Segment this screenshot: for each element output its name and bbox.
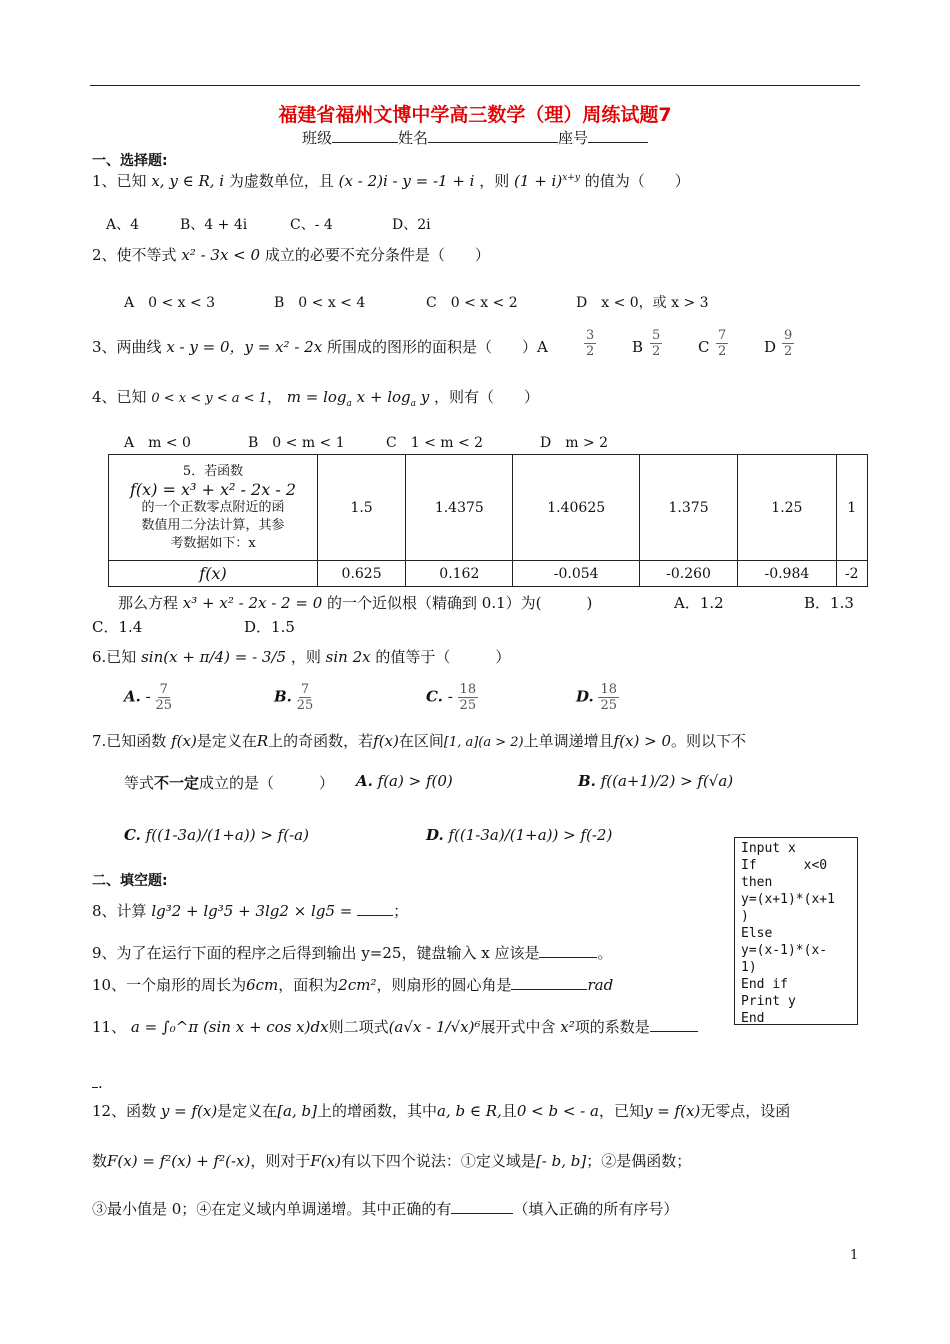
q3-d-num: 9 [784,328,793,343]
q12-line-2 [92,1150,691,1171]
q7-a-label: A. [356,772,373,790]
q3-text-c: 所围成的图形的面积是（ ）A [326,338,548,356]
q6-math-b: sin(x + π/4) = - 3/5 [141,648,287,666]
q4-option-d[interactable]: D m > 2 [540,435,609,451]
q1-text-a: 1、已知 [92,172,147,190]
student-info-line [0,127,950,148]
q3-option-d-label[interactable]: D [764,338,777,356]
q5-line-0: 5．若函数 [182,463,244,479]
q1-text-e: ，则 [479,172,510,190]
q7-text-i: 上单调递增且 [523,732,614,750]
q10-text-c: ，面积为 [278,976,339,994]
q10-math-f: rad [587,976,614,994]
table-cell: -0.260 [639,561,737,587]
q5-option-b[interactable]: B．1.3 [804,594,854,612]
question-2 [92,244,490,265]
q6-d-label: D. [576,687,594,706]
page-number: 1 [850,1248,859,1263]
q12-text-c: 是定义在 [217,1102,278,1120]
q1-option-d[interactable]: D、2i [392,217,431,233]
question-9 [92,942,612,963]
q7-d-math: f((1-3a)/(1+a)) > f(-2) [448,826,613,844]
q12-text-l2c: ，则对于 [250,1152,311,1170]
q11-text-h: . [98,1074,103,1092]
q6-option-a[interactable] [124,682,172,713]
q1-text-c: 为虚数单位，且 [228,172,334,190]
q7-math-j: f(x) > 0 [613,732,672,750]
q6-option-c[interactable] [426,682,478,713]
page-title: 福建省福州文博中学高三数学（理）周练试题7 [278,104,672,126]
q3-option-b-label[interactable]: B [632,338,644,356]
q3-a-den: 2 [586,344,595,359]
q11-answer-blank[interactable] [650,1031,698,1032]
q3-text-a: 3、两曲线 [92,338,162,356]
q12-text-l3a: ③最小值是 0；④在定义域内单调递增。其中正确的有 [92,1200,452,1218]
q11-text-c: 则二项式 [328,1018,389,1036]
q10-math-d: 2cm² [338,976,377,994]
q4-text-c: ， [266,388,282,406]
q5-text-c: 的一个近似根（精确到 0.1）为( ) [327,594,593,612]
q12-math-b: y = f(x) [160,1102,218,1120]
table-cell: -0.054 [513,561,639,587]
q4-text-g: ，则有（ ） [434,388,540,406]
q5-line-2: 的一个正数零点附近的函 [141,499,285,515]
q7-text-e: 上的奇函数，若 [268,732,374,750]
q7-text-a: 7.已知函数 [92,732,167,750]
q5-follow-up [118,592,592,613]
q8-text-a: 8、计算 [92,902,147,920]
table-cell-fx-label: f(x) [109,561,318,587]
q3-d-den: 2 [784,344,793,359]
q4-option-b[interactable]: B 0 < m < 1 [248,435,345,451]
q3-option-d[interactable] [782,328,794,359]
q6-c-sign: - [447,687,453,706]
q3-option-c[interactable] [716,328,728,359]
program-code-box: Input x If x<0 then y=(x+1)*(x+1 ) Else y=(x-1)*(x- 1) End if Print y End [734,837,858,1025]
table-cell-question-5 [109,455,318,561]
q6-d-den: 25 [600,698,618,713]
q6-c-label: C. [426,687,443,706]
q7-math-f: f(x) [373,732,399,750]
q10-answer-blank[interactable] [511,989,587,990]
q6-text-a: 6.已知 [92,648,137,666]
class-label: 班级 [301,129,332,147]
section-fill-heading: 二、填空题: [92,873,168,889]
q1-math-d: (x - 2)i - y = -1 + i [338,172,475,190]
question-3 [92,336,548,357]
q6-a-label: A. [124,687,141,706]
q5-line-1: f(x) = x³ + x² - 2x - 2 [130,479,296,499]
table-cell: 1.375 [639,455,737,561]
q6-a-num: 7 [159,682,168,697]
q7-c-math: f((1-3a)/(1+a)) > f(-a) [145,826,309,844]
q1-option-a[interactable]: A、4 [106,217,140,233]
q12-text-g: 且 [501,1102,517,1120]
question-7 [92,730,746,751]
bisection-data-table [108,454,868,587]
q7-d-label: D. [426,826,444,844]
q6-option-d[interactable] [576,682,619,713]
q7-text-g: 在区间 [398,732,444,750]
q1-text-g: 的值为（ ） [584,172,690,190]
q6-a-sign: - [145,687,151,706]
table-cell: 1.5 [318,455,406,561]
q8-answer-blank[interactable] [357,915,393,916]
q5-math-b: x³ + x² - 2x - 2 = 0 [182,594,323,612]
q8-math-b: lg³2 + lg³5 + 3lg2 × lg5 = [151,902,358,920]
q7-a-math: f(a) > f(0) [377,772,453,790]
q2-text-c: 成立的必要不充分条件是（ ） [264,246,490,264]
q7-text-l2b: 不一定 [154,774,200,792]
q4-option-a[interactable]: A m < 0 [124,435,191,451]
q12-text-i: ，已知 [598,1102,644,1120]
q3-option-c-label[interactable]: C [698,338,710,356]
q1-math-f-sup: x+y [562,173,580,183]
q7-option-b[interactable] [578,772,733,790]
q10-text-e: ，则扇形的圆心角是 [376,976,512,994]
q5-text-a: 那么方程 [118,594,179,612]
q11-math-b: a = ∫₀^π (sin x + cos x)dx [130,1018,329,1036]
q2-text-a: 2、使不等式 [92,246,177,264]
table-row-x [109,455,868,561]
question-10 [92,974,613,995]
seat-label: 座号 [558,129,589,147]
q7-option-c[interactable] [124,826,309,844]
table-row-fx [109,561,868,587]
q1-math-f: (1 + i) [514,172,563,190]
q6-c-den: 25 [459,698,477,713]
class-blank[interactable] [332,142,398,143]
q12-text-a: 12、函数 [92,1102,157,1120]
header-rule [90,85,860,86]
q3-b-num: 5 [652,328,661,343]
q4-math-e: x + log [351,388,411,406]
q7-text-l2a: 等式 [124,774,155,792]
q6-a-fraction [156,682,173,713]
section-choice-heading: 一、选择题: [92,153,168,169]
q7-math-h: [1, a](a > 2) [443,735,524,750]
q2-option-b[interactable]: B 0 < x < 4 [274,295,366,311]
q8-text-c: ； [393,902,409,920]
q3-option-a-fraction [584,328,596,359]
q12-text-l3b: （填入正确的所有序号） [513,1200,679,1218]
q6-math-d: sin 2x [325,648,371,666]
q4-option-c[interactable]: C 1 < m < 2 [386,435,484,451]
q1-option-b[interactable]: B、4 + 4i [180,217,248,233]
q7-option-d[interactable] [426,826,612,844]
q3-c-num: 7 [718,328,727,343]
q7-line-2 [124,772,334,793]
q6-c-fraction [458,682,479,713]
q12-math-f: a, b ∈ R, [437,1102,502,1120]
q12-text-e: 上的增函数，其中 [316,1102,437,1120]
table-cell: 1.25 [738,455,836,561]
q11-text-a: 11、 [92,1018,127,1036]
q12-math-h: 0 < b < - a [516,1102,599,1120]
q7-math-d: R [256,732,269,750]
table-cell: -2 [836,561,867,587]
q6-b-fraction [297,682,314,713]
q12-text-l2e: 有以下四个说法：①定义域是 [340,1152,536,1170]
q7-c-label: C. [124,826,141,844]
question-12 [92,1100,790,1121]
q2-math-b: x² - 3x < 0 [181,246,261,264]
q11-math-f: x² [560,1018,575,1036]
q6-option-b[interactable] [274,682,313,713]
q5-option-d[interactable]: D．1.5 [244,618,295,636]
q6-b-den: 25 [296,698,314,713]
question-4 [92,386,539,409]
q5-option-a[interactable]: A．1.2 [674,594,724,612]
q6-d-num: 18 [600,682,618,697]
q1-math-b: x, y ∈ R, i [151,172,225,190]
q3-c-den: 2 [718,344,727,359]
table-cell: 0.625 [318,561,406,587]
q9-text-a: 9、为了在运行下面的程序之后得到输出 y=25，键盘输入 x 应该是 [92,944,540,962]
table-cell: 0.162 [406,561,513,587]
q12-text-k: 无零点，设函 [700,1102,791,1120]
q12-answer-blank[interactable] [451,1213,513,1214]
q2-option-a[interactable]: A 0 < x < 3 [124,295,216,311]
table-cell: 1.40625 [513,455,639,561]
q6-a-den: 25 [155,698,173,713]
q12-line-3 [92,1198,678,1219]
table-cell: 1.4375 [406,455,513,561]
q3-a-num: 3 [586,328,595,343]
q9-text-c: 。 [597,944,613,962]
table-cell: 1 [836,455,867,561]
question-1 [92,170,690,191]
seat-blank[interactable] [588,142,648,143]
q6-c-num: 18 [459,682,477,697]
q9-answer-blank[interactable] [539,957,597,958]
q3-option-b[interactable] [650,328,662,359]
q12-math-l2d: F(x) [310,1152,341,1170]
q11-text-g: 项的系数是 [574,1018,650,1036]
q12-math-d: [a, b] [277,1102,317,1120]
q12-math-l2f: [- b, b] [535,1152,587,1170]
q4-math-d: m = log [286,388,347,406]
q6-b-label: B. [274,687,292,706]
q5-line-4: 考数据如下：x [170,535,256,551]
q7-b-math: f((a+1)/2) > f(√a) [600,772,734,790]
q11-text-e: 展开式中含 [480,1018,556,1036]
q3-math-b: x - y = 0，y = x² - 2x [166,338,323,356]
question-8 [92,900,408,921]
q12-text-l2a: 数 [92,1152,108,1170]
q2-option-c[interactable]: C 0 < x < 2 [426,295,518,311]
name-blank[interactable] [428,142,558,143]
q10-math-b: 6cm [246,976,279,994]
q4-math-e-sub: a [410,399,417,409]
q4-math-b: 0 < x < y < a < 1 [151,391,267,406]
q2-option-d[interactable]: D x < 0，或 x > 3 [576,295,709,311]
name-label: 姓名 [397,129,428,147]
q4-text-a: 4、已知 [92,388,147,406]
q3-option-c-fraction [716,328,728,359]
q3-option-a[interactable] [584,328,596,359]
q12-text-l2g: ；②是偶函数； [586,1152,692,1170]
q7-text-k: 。则以下不 [671,732,747,750]
question-6 [92,646,510,667]
q11-math-d: (a√x - 1/√x)⁶ [388,1018,481,1036]
q12-math-l2b: F(x) = f²(x) + f²(-x) [107,1152,251,1170]
q10-text-a: 10、一个扇形的周长为 [92,976,247,994]
q3-option-d-fraction [782,328,794,359]
q3-option-b-fraction [650,328,662,359]
q7-option-a[interactable] [356,772,453,790]
q11-continuation [92,1074,103,1092]
question-11 [92,1016,698,1037]
q6-text-c: ，则 [290,648,321,666]
q6-b-num: 7 [300,682,310,697]
q4-math-d-sub: a [346,399,352,409]
q4-math-f: y [416,388,430,406]
q7-b-label: B. [578,772,596,790]
q7-math-b: f(x) [171,732,197,750]
q12-math-j: y = f(x) [643,1102,701,1120]
table-cell: -0.984 [738,561,836,587]
q5-option-c[interactable]: C．1.4 [92,618,143,636]
q6-d-fraction [598,682,619,713]
q6-text-e: 的值等于（ ） [375,648,511,666]
q1-option-c[interactable]: C、- 4 [290,217,333,233]
q5-line-3: 数值用二分法计算，其参 [141,517,285,533]
q7-text-l2c: 成立的是（ ） [199,774,335,792]
q7-text-c: 是定义在 [196,732,257,750]
q3-b-den: 2 [652,344,661,359]
